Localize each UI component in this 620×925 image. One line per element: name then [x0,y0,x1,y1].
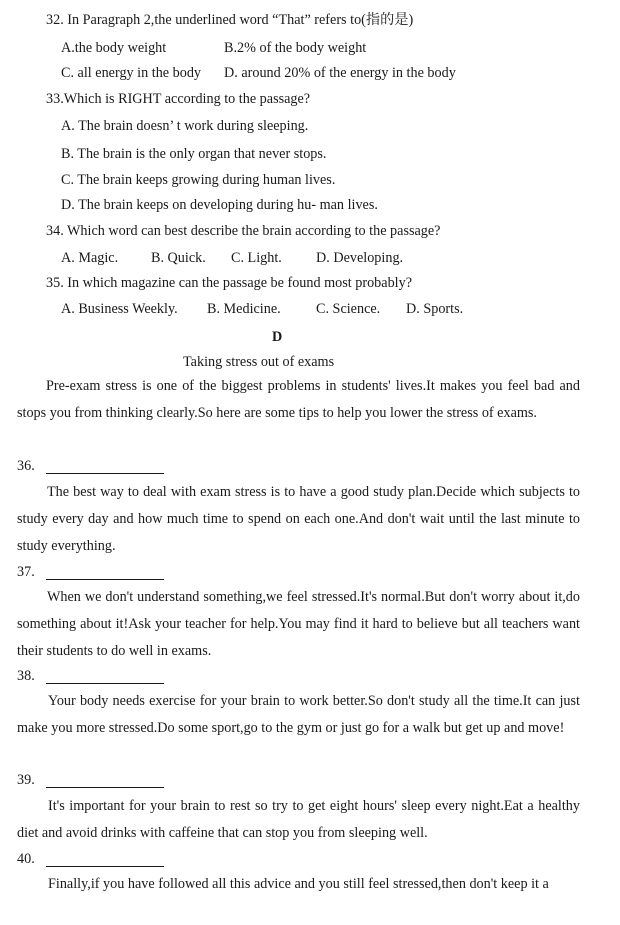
passage-intro: Pre-exam stress is one of the biggest problems in students' lives.It makes you feel bad and stops you from thinking clearly.So here are some tips to help you lower the stress of exams. [17,378,580,421]
blank-number-37: 37. [17,564,35,580]
answer-blank-40 [46,865,164,867]
question-32-option-c: C. all energy in the body [61,65,202,81]
question-35-option-c: C. Science. [316,301,381,317]
section-letter: D [272,329,283,345]
passage-title: Taking stress out of exams [183,354,335,370]
question-33-option-b: B. The brain is the only organ that never stops. [61,146,327,162]
tip-paragraph-36: The best way to deal with exam stress is to have a good study plan.Decide which subjects to study every day and how much time to spend on each one.And don't wait until the last minute to study everything. [17,484,580,554]
tip-paragraph-39: It's important for your brain to rest so try to get eight hours' sleep every night.Eat a healthy diet and avoid drinks with caffeine that can stop you from sleeping well. [17,798,580,841]
question-32-option-a: A.the body weight [61,40,167,56]
question-33-option-c: C. The brain keeps growing during human lives. [61,172,336,188]
question-33-option-a: A. The brain doesn’ t work during sleeping. [61,118,309,134]
tip-paragraph-38: Your body needs exercise for your brain to work better.So don't study all the time.It can just make you more stressed.Do some sport,go to the gym or just go for a walk but get up and move! [17,693,580,736]
question-32-option-d: D. around 20% of the energy in the body [224,65,456,81]
question-32-option-b: B.2% of the body weight [224,40,367,56]
question-34-option-b: B. Quick. [151,250,206,266]
question-34-stem: 34. Which word can best describe the brain according to the passage? [46,223,441,239]
question-34-option-a: A. Magic. [61,250,119,266]
blank-number-38: 38. [17,668,35,684]
answer-blank-39 [46,786,164,788]
question-34-option-c: C. Light. [231,250,282,266]
question-35-option-d: D. Sports. [406,301,464,317]
answer-blank-37 [46,578,164,580]
question-32-stem: 32. In Paragraph 2,the underlined word “That” refers to(指的是) [46,12,414,28]
answer-blank-36 [46,472,164,474]
blank-number-40: 40. [17,851,35,867]
tip-paragraph-40: Finally,if you have followed all this advice and you still feel stressed,then don't keep it a [48,876,549,892]
answer-blank-38 [46,682,164,684]
question-35-stem: 35. In which magazine can the passage be found most probably? [46,275,413,291]
blank-number-39: 39. [17,772,35,788]
blank-number-36: 36. [17,458,35,474]
question-34-option-d: D. Developing. [316,250,404,266]
question-33-option-d: D. The brain keeps on developing during hu- man lives. [61,197,378,213]
question-35-option-a: A. Business Weekly. [61,301,178,317]
question-35-option-b: B. Medicine. [207,301,281,317]
tip-paragraph-37: When we don't understand something,we feel stressed.It's normal.But don't worry about it,do something about it!Ask your teacher for help.You may find it hard to believe but all teachers want their students to do well in exams. [17,589,580,659]
question-33-stem: 33.Which is RIGHT according to the passage? [46,91,311,107]
